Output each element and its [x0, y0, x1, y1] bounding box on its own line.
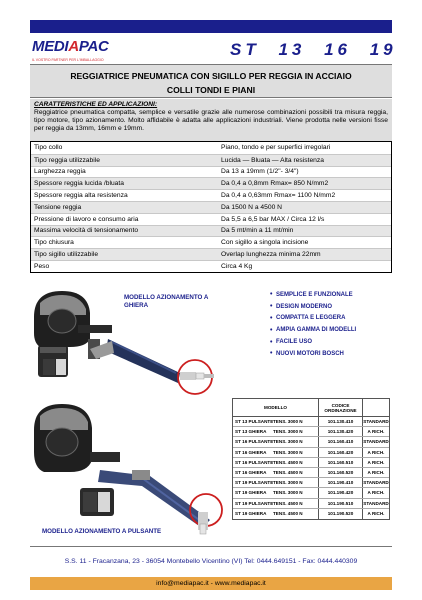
row-tension: TENS. 3000 N [273, 437, 319, 446]
spec-row [31, 213, 391, 225]
logo-tagline: IL VOSTRO PARTNER PER L'IMBALLAGGIO [32, 58, 104, 62]
row-model: ST 19 PULSANTE [235, 500, 273, 506]
row-tension: TENS. 4500 N [273, 458, 319, 467]
feature-item [270, 324, 356, 336]
row-note: A RICH. [367, 470, 385, 476]
row-code: 101.130.420 [319, 427, 363, 436]
row-tension: TENS. 3000 N [273, 448, 319, 457]
table-row [233, 488, 389, 498]
spec-value: Da 13 a 19mm (1/2"- 3/4") [221, 168, 299, 176]
spec-label: Spessore reggia alta resistenza [34, 192, 128, 200]
row-note: STANDARD [363, 500, 389, 506]
spec-row [31, 260, 391, 272]
row-note: A RICH. [367, 449, 385, 455]
row-model: ST 16 GHIERA [235, 449, 267, 455]
row-note: STANDARD [363, 439, 389, 445]
table-row [233, 468, 389, 478]
feature-text: NUOVI MOTORI BOSCH [276, 350, 344, 357]
table-row [233, 417, 389, 427]
spec-value: Overlap lunghezza minima 22mm [221, 251, 321, 259]
row-code: 101.190.520 [319, 509, 363, 519]
row-code: 101.160.420 [319, 448, 363, 457]
description-panel [30, 99, 392, 141]
spec-value: Da 0,4 a 0,8mm Rmax= 850 N/mm2 [221, 180, 329, 188]
row-note: A RICH. [367, 429, 385, 435]
contact-bar [30, 577, 392, 590]
spec-value: Con sigillo a singola incisione [221, 239, 309, 247]
spec-label: Tipo reggia utilizzabile [34, 156, 100, 164]
spec-label: Massima velocità di tensionamento [34, 227, 139, 235]
product-title: REGGIATRICE PNEUMATICA CON SIGILLO PER REGGIA IN ACCIAIO [70, 71, 352, 81]
row-note: STANDARD [363, 419, 389, 425]
table-row [233, 458, 389, 468]
tool-label-ghiera: MODELLO AZIONAMENTO A GHIERA [124, 294, 222, 309]
bullet-icon: • [270, 291, 273, 299]
code-column-header: CODICE ORDINAZIONE [319, 399, 363, 416]
company-address: S.S. 11 - Fracanzana, 23 - 36054 Montebello Vicentino (VI) Tel: 0444.649151 - Fax: 0444.440309 [64, 558, 358, 565]
bullet-icon: • [270, 338, 273, 346]
spec-label: Tipo chiusura [34, 239, 74, 247]
spec-value: Da 5,5 a 6,5 bar MAX / Circa 12 l/s [221, 215, 325, 223]
row-tension: TENS. 4500 N [273, 468, 319, 477]
row-code: 101.160.410 [319, 437, 363, 446]
spec-value: Circa 4 Kg [221, 262, 253, 270]
row-model: ST 13 PULSANTE [235, 419, 273, 425]
bullet-icon: • [270, 314, 273, 322]
spec-label: Pressione di lavoro e consumo aria [34, 215, 139, 223]
row-code: 101.190.420 [319, 488, 363, 497]
product-subtitle: COLLI TONDI E PIANI [166, 85, 256, 95]
row-note: STANDARD [363, 480, 389, 486]
row-tension: TENS. 4500 N [273, 509, 319, 519]
bullet-icon: • [270, 350, 273, 358]
spec-label: Tipo sigillo utilizzabile [34, 251, 99, 259]
spec-row [31, 142, 391, 154]
row-code: 101.190.410 [319, 478, 363, 487]
models-header: ST 13 16 19 [230, 40, 397, 59]
spec-row [31, 201, 391, 213]
row-code: 101.130.410 [319, 417, 363, 426]
spec-value: Da 5 mt/min a 11 mt/min [221, 227, 294, 235]
logo-wordmark: MEDIAPAC [32, 38, 109, 55]
row-tension: TENS. 4500 N [273, 499, 319, 508]
tool-label-pulsante: MODELLO AZIONAMENTO A PULSANTE [42, 528, 162, 535]
row-model: ST 19 GHIERA [235, 511, 267, 517]
description-body: Reggiatrice pneumatica compatta, semplice e versatile grazie alle numerose combinazioni possibili tra misura reggia, tipo motore, tipo azionamento. Molto affidabile è adatta alle applicazioni industriali. Viene prodotta nelle versioni fisse per reggia da 13mm, 16mm e 19mm. [34, 109, 388, 133]
feature-text: DESIGN MODERNO [276, 303, 333, 310]
row-model: ST 16 PULSANTE [235, 459, 273, 465]
row-model: ST 19 PULSANTE [235, 480, 273, 486]
row-note: A RICH. [367, 459, 385, 465]
table-row [233, 427, 389, 437]
row-model: ST 16 PULSANTE [235, 439, 273, 445]
footer-divider [30, 546, 392, 547]
feature-item [270, 301, 356, 313]
table-row [233, 499, 389, 509]
spec-row [31, 189, 391, 201]
spec-row [31, 177, 391, 189]
order-code-table [232, 398, 390, 520]
spec-value: Da 0,4 a 0,63mm Rmax= 1100 N/mm2 [221, 192, 336, 200]
feature-item [270, 313, 356, 325]
spec-label: Peso [34, 262, 50, 270]
spec-label: Larghezza reggia [34, 168, 86, 176]
spec-row [31, 166, 391, 178]
feature-list [270, 289, 356, 360]
row-model: ST 13 GHIERA [235, 429, 267, 435]
spec-row [31, 225, 391, 237]
title-panel [30, 64, 392, 98]
spec-row [31, 154, 391, 166]
row-tension: TENS. 3000 N [273, 417, 319, 426]
top-bar [30, 20, 392, 33]
row-note: A RICH. [367, 490, 385, 496]
strapping-tool-pulsante-image [30, 400, 230, 536]
feature-text: FACILE USO [276, 339, 313, 346]
feature-text: SEMPLICE E FUNZIONALE [276, 291, 353, 298]
row-tension: TENS. 3000 N [273, 488, 319, 497]
description-heading: CARATTERISTICHE ED APPLICAZIONI: [34, 101, 158, 108]
row-tension: TENS. 3000 N [273, 427, 319, 436]
feature-item [270, 336, 356, 348]
row-note: A RICH. [367, 511, 385, 517]
spec-table [30, 141, 392, 273]
spec-row [31, 248, 391, 260]
spec-row [31, 236, 391, 248]
feature-item [270, 348, 356, 360]
spec-label: Tensione reggia [34, 203, 82, 211]
order-code-header [233, 399, 389, 417]
spec-label: Tipo collo [34, 144, 63, 152]
bullet-icon: • [270, 303, 273, 311]
row-model: ST 19 GHIERA [235, 490, 267, 496]
row-code: 101.160.510 [319, 458, 363, 467]
row-code: 101.190.510 [319, 499, 363, 508]
table-row [233, 448, 389, 458]
table-row [233, 509, 389, 519]
feature-text: AMPIA GAMMA DI MODELLI [276, 327, 357, 334]
contact-links[interactable]: info@mediapac.it - www.mediapac.it [156, 580, 266, 587]
table-row [233, 437, 389, 447]
spec-value: Lucida — Bluata — Alta resistenza [221, 156, 324, 164]
feature-item [270, 289, 356, 301]
feature-text: COMPATTA E LEGGERA [276, 315, 346, 322]
row-tension: TENS. 3000 N [273, 478, 319, 487]
row-model: ST 16 GHIERA [235, 470, 267, 476]
spec-value: Da 1500 N a 4500 N [221, 203, 282, 211]
row-code: 101.160.520 [319, 468, 363, 477]
model-column-header: MODELLO [233, 399, 319, 416]
spec-label: Spessore reggia lucida /bluata [34, 180, 124, 188]
bullet-icon: • [270, 326, 273, 334]
table-row [233, 478, 389, 488]
spec-value: Piano, tondo e per superfici irregolari [221, 144, 331, 152]
